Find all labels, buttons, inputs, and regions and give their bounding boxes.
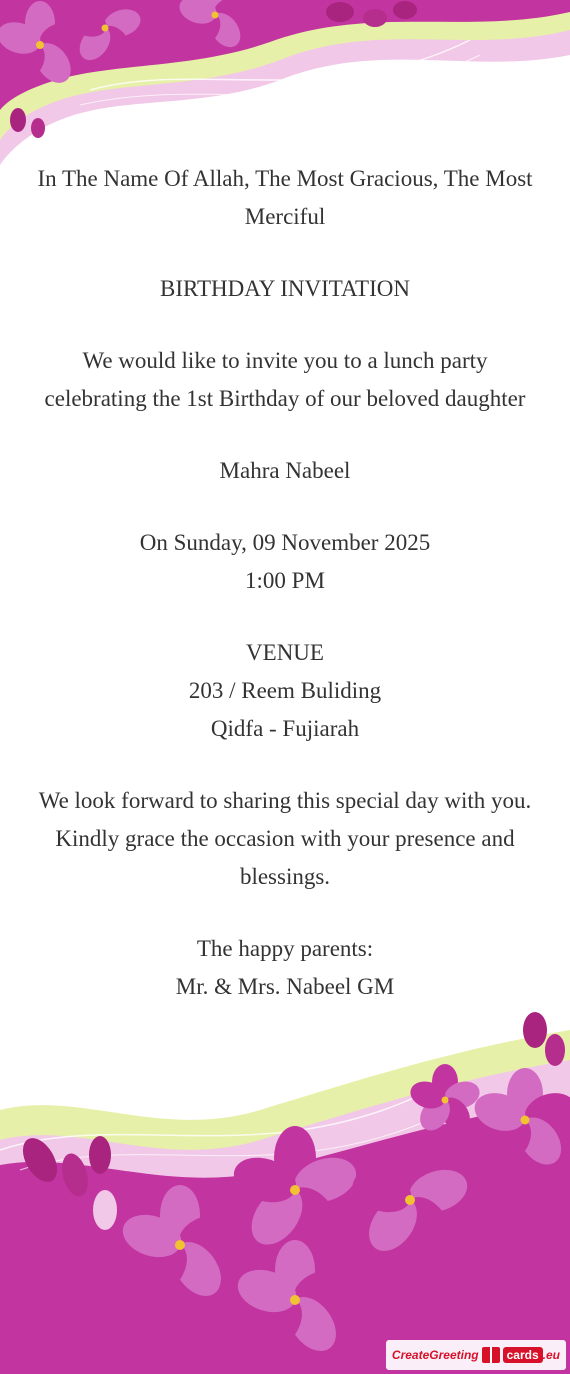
invitation-heading: BIRTHDAY INVITATION [160,276,410,301]
event-datetime: On Sunday, 09 November 2025 1:00 PM [139,530,431,593]
brand-text-part1: CreateGreeting [391,1348,479,1362]
closing-text: We look forward to sharing this special day with you. Kindly grace the occasion with your presence and blessings. [38,788,532,889]
bismillah-text: In The Name Of Allah, The Most Gracious, The Most Merciful [37,166,533,229]
invitation-message [20,160,550,1040]
brand-text-part2: cards [503,1347,543,1363]
brand-logo [386,1340,566,1370]
invitation-intro: We would like to invite you to a lunch party celebrating the 1st Birthday of our beloved daughter [44,348,526,411]
child-name: Mahra Nabeel [219,458,351,483]
gift-icon [482,1347,500,1363]
signoff: The happy parents: Mr. & Mrs. Nabeel GM [175,936,395,999]
venue-block: VENUE 203 / Reem Buliding Qidfa - Fujiarah [188,640,382,741]
brand-text-part3: .eu [542,1348,560,1362]
bottom-floral-decoration [0,1000,570,1374]
